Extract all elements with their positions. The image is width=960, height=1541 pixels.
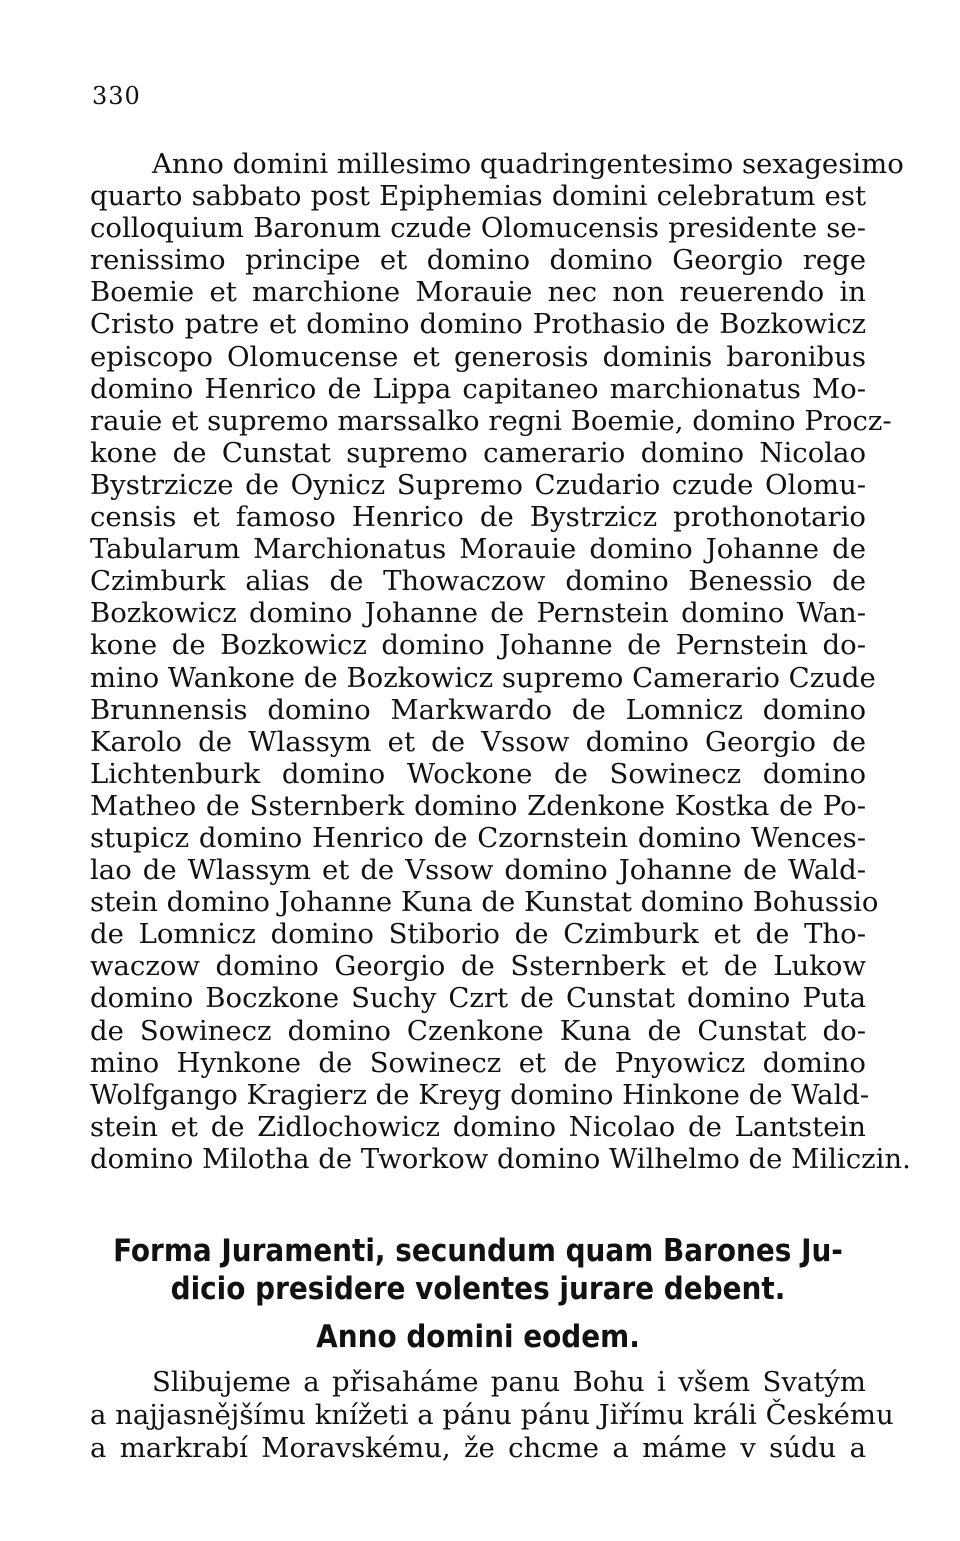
paragraph-line: de Lomnicz domino Stiborio de Czimburk et de Tho-	[90, 918, 866, 951]
paragraph-line: Brunnensis domino Markwardo de Lomnicz domino	[90, 693, 866, 726]
paragraph-line: Karolo de Wlassym et de Vssow domino Georgio de	[90, 725, 866, 758]
oath-paragraph	[90, 1366, 894, 1465]
paragraph-line: de Sowinecz domino Czenkone Kuna de Cunstat do-	[90, 1014, 866, 1047]
section-subheading: Anno domini eodem.	[316, 1319, 640, 1355]
paragraph-line: episcopo Olomucense et generosis dominis baronibus	[90, 340, 866, 373]
heading-line: dicio presidere volentes jurare debent.	[170, 1271, 786, 1307]
paragraph-line: Anno domini millesimo quadringentesimo sexagesimo	[152, 148, 904, 180]
paragraph-line: Bystrzicze de Oynicz Supremo Czudario czude Olomu-	[90, 468, 866, 501]
paragraph-line: Czimburk alias de Thowaczow domino Benessio de	[90, 565, 866, 598]
paragraph-line: rauie et supremo marssalko regni Boemie, domino Procz-	[90, 404, 892, 437]
paragraph-line: Lichtenburk domino Wockone de Sowinecz domino	[90, 757, 866, 790]
page-number: 330	[92, 82, 141, 110]
paragraph-line: Matheo de Ssternberk domino Zdenkone Kostka de Po-	[90, 789, 866, 822]
paragraph-line: censis et famoso Henrico de Bystrzicz prothonotario	[90, 501, 866, 534]
paragraph-line: domino Boczkone Suchy Czrt de Cunstat domino Puta	[90, 982, 866, 1015]
oath-line: Slibujeme a přisaháme panu Bohu i všem Svatým	[152, 1366, 866, 1398]
heading-line: Forma Juramenti, secundum quam Barones Ju-	[113, 1233, 843, 1269]
paragraph-line: kone de Bozkowicz domino Johanne de Pernstein do-	[90, 629, 866, 662]
paragraph-line: Bozkowicz domino Johanne de Pernstein domino Wan-	[90, 597, 866, 630]
body-paragraph	[90, 148, 911, 1175]
paragraph-line: quarto sabbato post Epiphemias domini celebratum est	[90, 180, 866, 213]
paragraph-line: stein domino Johanne Kuna de Kunstat domino Bohussio	[90, 886, 879, 919]
paragraph-line: mino Hynkone de Sowinecz et de Pnyowicz domino	[90, 1046, 866, 1079]
paragraph-line: domino Henrico de Lippa capitaneo marchionatus Mo-	[90, 372, 866, 405]
oath-line: a markrabí Moravskému, že chcme a máme v súdu a	[90, 1432, 866, 1464]
paragraph-line: colloquium Baronum czude Olomucensis presidente se-	[90, 212, 866, 245]
paragraph-line: Tabularum Marchionatus Morauie domino Johanne de	[90, 533, 866, 566]
paragraph-line: stupicz domino Henrico de Czornstein domino Wences-	[90, 821, 866, 854]
paragraph-line: Cristo patre et domino domino Prothasio de Bozkowicz	[90, 308, 866, 341]
paragraph-line: kone de Cunstat supremo camerario domino Nicolao	[90, 436, 866, 469]
paragraph-line: stein et de Zidlochowicz domino Nicolao de Lantstein	[90, 1110, 866, 1143]
paragraph-line: lao de Wlassym et de Vssow domino Johanne de Wald-	[90, 854, 866, 887]
paragraph-line: domino Milotha de Tworkow domino Wilhelmo de Miliczin.	[90, 1142, 911, 1175]
paragraph-line: Boemie et marchione Morauie nec non reuerendo in	[90, 276, 866, 309]
section-heading	[90, 1232, 866, 1308]
paragraph-line: renissimo principe et domino domino Georgio rege	[90, 244, 866, 277]
paragraph-line: Wolfgango Kragierz de Kreyg domino Hinkone de Wald-	[90, 1078, 870, 1111]
paragraph-line: mino Wankone de Bozkowicz supremo Camerario Czude	[90, 661, 876, 694]
paragraph-line: waczow domino Georgio de Ssternberk et de Lukow	[90, 950, 866, 983]
oath-line: a najjasnějšímu knížeti a pánu pánu Jiřímu králi Českému	[90, 1399, 894, 1431]
